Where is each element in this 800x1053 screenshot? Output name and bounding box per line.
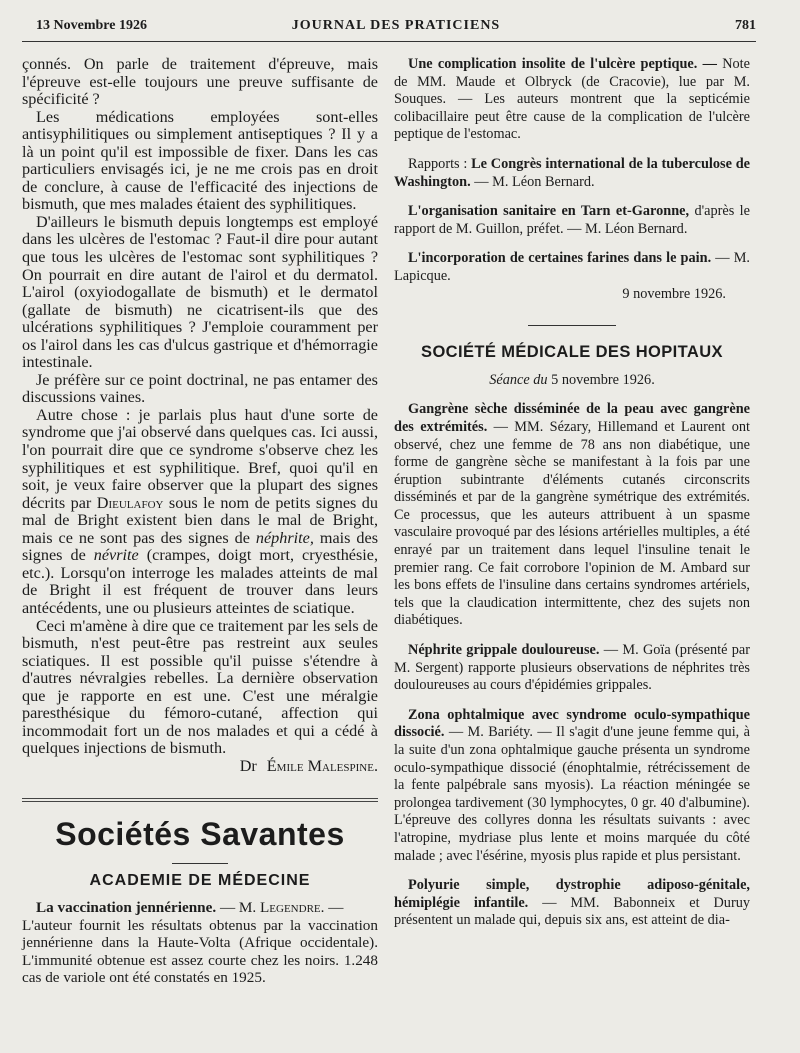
section-title: Sociétés Savantes (55, 816, 345, 852)
entry-text: — MM. Sézary, Hillemand et Laurent ont observé, chez une femme de 78 ans non diabétique, une forme de gangrène sèche se manifestant à la fois par une éruption subintrante d'éléments cutanés circonscrits disséminés et par de la gangrène symétrique des extrémités. Ce processus, que les auteurs attribuent à un spasme vasculaire provoqué par des lésions artérielles multiples, a été enrayé par un traitement dans lequel l'insuline tenait le premier rang. Ce fait corrobore l'opinion de M. Ambard sur les bons effets de l'insuline dans certains syndromes artériels, tels que la claudication intermittente, chez des sujets non diabétiques. (394, 418, 750, 629)
entry-title: La vaccination jennérienne. (36, 899, 217, 916)
entry (394, 203, 750, 238)
paragraph: D'ailleurs le bismuth depuis longtemps est employé dans les ulcères de l'estomac ? Faut-il dire pour autant que tous les ulcères de l'estomac sont syphilitiques ? On pourrait en dire autant de l'airol et du dermatol. L'airol (oxyiodogallate de bismuth) et le dermatol (gallate de bismuth) ne cicatrisent-ils que des ulcérations syphilitiques ? J'emploie couramment per os l'airol dans les cas d'ulcus gastrique et d'hémorragie intestinale. (22, 212, 378, 372)
seance-line (394, 372, 750, 390)
entry-prefix: Rapports : (408, 155, 468, 172)
entry-title: Gangrène sèche disséminée de la peau avec gangrène des extrémités. (394, 401, 750, 435)
report-date: 9 novembre 1926. (622, 285, 726, 302)
emphasis: névrite (93, 546, 139, 565)
entry-title: L'incorporation de certaines farines dans le pain. (408, 250, 712, 267)
header-date: 13 Novembre 1926 (36, 18, 147, 33)
text-run: (crampes, doigt mort, cryesthésie, etc.). Lorsqu'on interroge les malades atteints de mal de Bright il est fréquent de trouver dans leurs antécédents, une ou plusieurs atteintes de sciatique. (22, 546, 378, 617)
entry (394, 401, 750, 630)
seance-label: Séance du (489, 371, 548, 388)
text-run: Autre chose : je parlais plus haut d'une sorte de syndrome que j'ai observé dans quelques cas. Ici aussi, l'on pourrait dire que ce syndrome s'observe chez les syphilitiques et est syphilitique. Bref, quoi qu'il en soit, je veux faire observer que la plupart des signes décrits par (22, 405, 378, 512)
entry-text: Note de MM. Maude et Olbryck (de Cracovie), lue par M. Souques. — Les auteurs montrent que la septicémie colibacillaire peut être cause de la complication de l'ulcère peptique de l'estomac. (394, 56, 750, 143)
paragraph: çonnés. On parle de traitement d'épreuve, mais l'épreuve est-elle toujours une preuve suffisante de spécificité ? (22, 55, 378, 109)
signature-name: Émile Malespine. (266, 756, 378, 775)
societes-section (22, 814, 378, 987)
paragraph: Je préfère sur ce point doctrinal, ne pas entamer des discussions vaines. (22, 370, 378, 407)
entry-text: — M. Léon Bernard. (474, 173, 595, 190)
page-header (36, 18, 756, 40)
journal-title: JOURNAL DES PRATICIENS (291, 18, 501, 33)
author-name: Dieulafoy (96, 493, 164, 512)
entry-title: Polyurie simple, dystrophie adiposo-génitale, hémiplégie infantile. (394, 877, 750, 911)
entry-text: — M. Goïa (présenté par M. Sergent) rapporte plusieurs observations de néphrites très douloureuses au cours d'épidémies grippales. (394, 642, 750, 694)
entry (394, 156, 750, 191)
entry-body: L'auteur fournit les résultats obtenus par la vaccination jennérienne dans la Haute-Volta (Afrique occidentale). L'immunité obtenue est assez courte chez les noirs. 1.248 cas de variole ont été constatés en 1925. (22, 916, 378, 987)
header-rule (22, 41, 756, 42)
entry (394, 877, 750, 930)
text-run: mais des signes de (22, 528, 379, 565)
section-title: SOCIÉTÉ MÉDICALE DES HOPITAUX (421, 343, 723, 362)
entry-title: Le Congrès international de la tuberculose de Washington. (394, 155, 750, 190)
paragraph: Les médications employées sont-elles antisyphilitiques ou simplement antiseptiques ? Il y a là un point qu'il est impossible de fixer. Dans les cas particuliers envisagés ici, je ne me crois pas en droit de conclure, à cause de l'efficacité des injections de bismuth, que mes malades étaient des syphilitiques. (22, 107, 378, 214)
entry-title: L'organisation sanitaire en Tarn et-Garonne, (408, 203, 690, 220)
right-column (394, 56, 750, 930)
entry-author: — M. Legendre. — (219, 899, 344, 916)
section-divider (22, 798, 378, 804)
entry-title: Une complication insolite de l'ulcère peptique. — (408, 56, 717, 72)
signature (22, 758, 378, 776)
entry-title: Zona ophtalmique avec syndrome oculo-sympathique dissocié. (394, 706, 750, 741)
short-rule (528, 325, 616, 326)
entry (394, 707, 750, 865)
short-rule (172, 863, 228, 864)
signature-title: Dr (239, 756, 257, 775)
seance-date: 5 novembre (551, 371, 620, 388)
paragraph (22, 407, 378, 618)
left-column (22, 56, 378, 775)
entry-text: — M. Lapicque. (394, 250, 750, 284)
entry-text: — MM. Babonneix et Duruy présentent un malade qui, depuis six ans, est atteint de dia- (394, 894, 751, 929)
paragraph: Ceci m'amène à dire que ce traitement par les sels de bismuth, n'est peut-être pas restreint aux seules sciatiques. Il est possible qu'il puisse s'étendre à d'autres névralgies rebelles. La dernière observation que je rapporte en est une. C'est une méralgie paresthésique du fémoro-cutané, affection qui incommodait fort un de nos malades et qui a cédé à quelques injections de bismuth. (22, 616, 378, 758)
emphasis: néphrite, (255, 528, 314, 547)
entry (394, 642, 750, 695)
entry (394, 250, 750, 285)
page-number: 781 (735, 18, 756, 33)
text-run: sous le nom de petits signes du mal de Bright existent bien dans le mal de Bright, mais ce ne sont pas des signes de (22, 493, 378, 547)
entry (22, 899, 378, 917)
entry-text: d'après le rapport de M. Guillon, préfet. — M. Léon Bernard. (394, 203, 751, 237)
entry (394, 56, 750, 144)
entry-text: — M. Bariéty. — Il s'agit d'une jeune femme qui, à la suite d'un zona ophtalmique gauche présenta un syndrome oculo-sympathique dissocié (énophtalmie, rétrécissement de la fente palpébrale sans myosis). La réaction méningée se prolongea tardivement (30 lymphocytes, 0 gr. 40 d'albumine). L'épreuve des collyres donna les résultats suivants : avec l'atropine, mydriase plus lente et moins marquée du côté malade ; avec l'ésérine, myosis plus rapide et plus persistant. (394, 724, 750, 864)
entry-title: Néphrite grippale douloureuse. (408, 642, 600, 659)
seance-year: 1926. (622, 371, 655, 388)
subsection-title: ACADEMIE DE MÉDECINE (89, 872, 311, 889)
